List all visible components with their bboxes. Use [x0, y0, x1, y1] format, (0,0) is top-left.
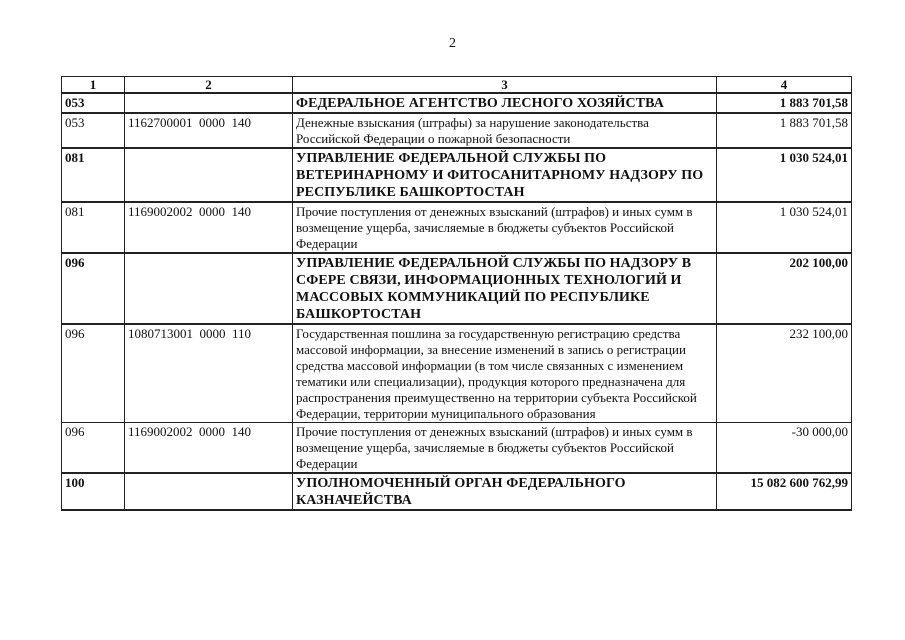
- admin-code-cell: 081: [62, 202, 125, 253]
- table-row: [62, 148, 852, 202]
- budget-code-cell: [125, 148, 293, 202]
- admin-code-cell: 081: [62, 148, 125, 202]
- admin-code-cell: 100: [62, 473, 125, 510]
- column-header: 4: [717, 77, 852, 94]
- admin-code-cell: 053: [62, 93, 125, 113]
- budget-code-cell: [125, 473, 293, 510]
- budget-code-cell: [125, 253, 293, 324]
- amount-cell: 202 100,00: [717, 253, 852, 324]
- admin-code-cell: 096: [62, 423, 125, 474]
- table-body: [62, 93, 852, 510]
- description-cell: Денежные взыскания (штрафы) за нарушение законодательства Российской Федерации о пожарной безопасности: [293, 113, 717, 148]
- table-row: [62, 423, 852, 474]
- description-cell: Государственная пошлина за государственную регистрацию средства массовой информации, за внесение изменений в запись о регистрации средства массовой информации (в том числе связанных с изменением тематики или специализации), продукция которого предназначена для распространения преимущественно на территории субъекта Российской Федерации, территории муниципального образования: [293, 324, 717, 423]
- budget-code-cell: 1162700001 0000 140: [125, 113, 293, 148]
- budget-code-cell: 1169002002 0000 140: [125, 423, 293, 474]
- amount-cell: 1 030 524,01: [717, 148, 852, 202]
- amount-cell: 232 100,00: [717, 324, 852, 423]
- table-row: [62, 473, 852, 510]
- table-header-row: [62, 77, 852, 94]
- revenue-table: [61, 76, 852, 511]
- page-number: 2: [449, 36, 456, 51]
- amount-cell: 1 883 701,58: [717, 113, 852, 148]
- description-cell: ФЕДЕРАЛЬНОЕ АГЕНТСТВО ЛЕСНОГО ХОЗЯЙСТВА: [293, 93, 717, 113]
- admin-code-cell: 096: [62, 253, 125, 324]
- table-row: [62, 324, 852, 423]
- table-row: [62, 93, 852, 113]
- amount-cell: 15 082 600 762,99: [717, 473, 852, 510]
- table-row: [62, 253, 852, 324]
- table-row: [62, 202, 852, 253]
- admin-code-cell: 053: [62, 113, 125, 148]
- budget-code-cell: 1169002002 0000 140: [125, 202, 293, 253]
- column-header: 3: [293, 77, 717, 94]
- amount-cell: -30 000,00: [717, 423, 852, 474]
- table-row: [62, 113, 852, 148]
- description-cell: УПРАВЛЕНИЕ ФЕДЕРАЛЬНОЙ СЛУЖБЫ ПО ВЕТЕРИНАРНОМУ И ФИТОСАНИТАРНОМУ НАДЗОРУ ПО РЕСПУБЛИКЕ БАШКОРТОСТАН: [293, 148, 717, 202]
- budget-code-cell: [125, 93, 293, 113]
- amount-cell: 1 030 524,01: [717, 202, 852, 253]
- description-cell: Прочие поступления от денежных взысканий (штрафов) и иных сумм в возмещение ущерба, зачисляемые в бюджеты субъектов Российской Федерации: [293, 202, 717, 253]
- amount-cell: 1 883 701,58: [717, 93, 852, 113]
- column-header: 2: [125, 77, 293, 94]
- description-cell: УПОЛНОМОЧЕННЫЙ ОРГАН ФЕДЕРАЛЬНОГО КАЗНАЧЕЙСТВА: [293, 473, 717, 510]
- admin-code-cell: 096: [62, 324, 125, 423]
- column-header: 1: [62, 77, 125, 94]
- budget-code-cell: 1080713001 0000 110: [125, 324, 293, 423]
- description-cell: Прочие поступления от денежных взысканий (штрафов) и иных сумм в возмещение ущерба, зачисляемые в бюджеты субъектов Российской Федерации: [293, 423, 717, 474]
- description-cell: УПРАВЛЕНИЕ ФЕДЕРАЛЬНОЙ СЛУЖБЫ ПО НАДЗОРУ В СФЕРЕ СВЯЗИ, ИНФОРМАЦИОННЫХ ТЕХНОЛОГИЙ И МАССОВЫХ КОММУНИКАЦИЙ ПО РЕСПУБЛИКЕ БАШКОРТОСТАН: [293, 253, 717, 324]
